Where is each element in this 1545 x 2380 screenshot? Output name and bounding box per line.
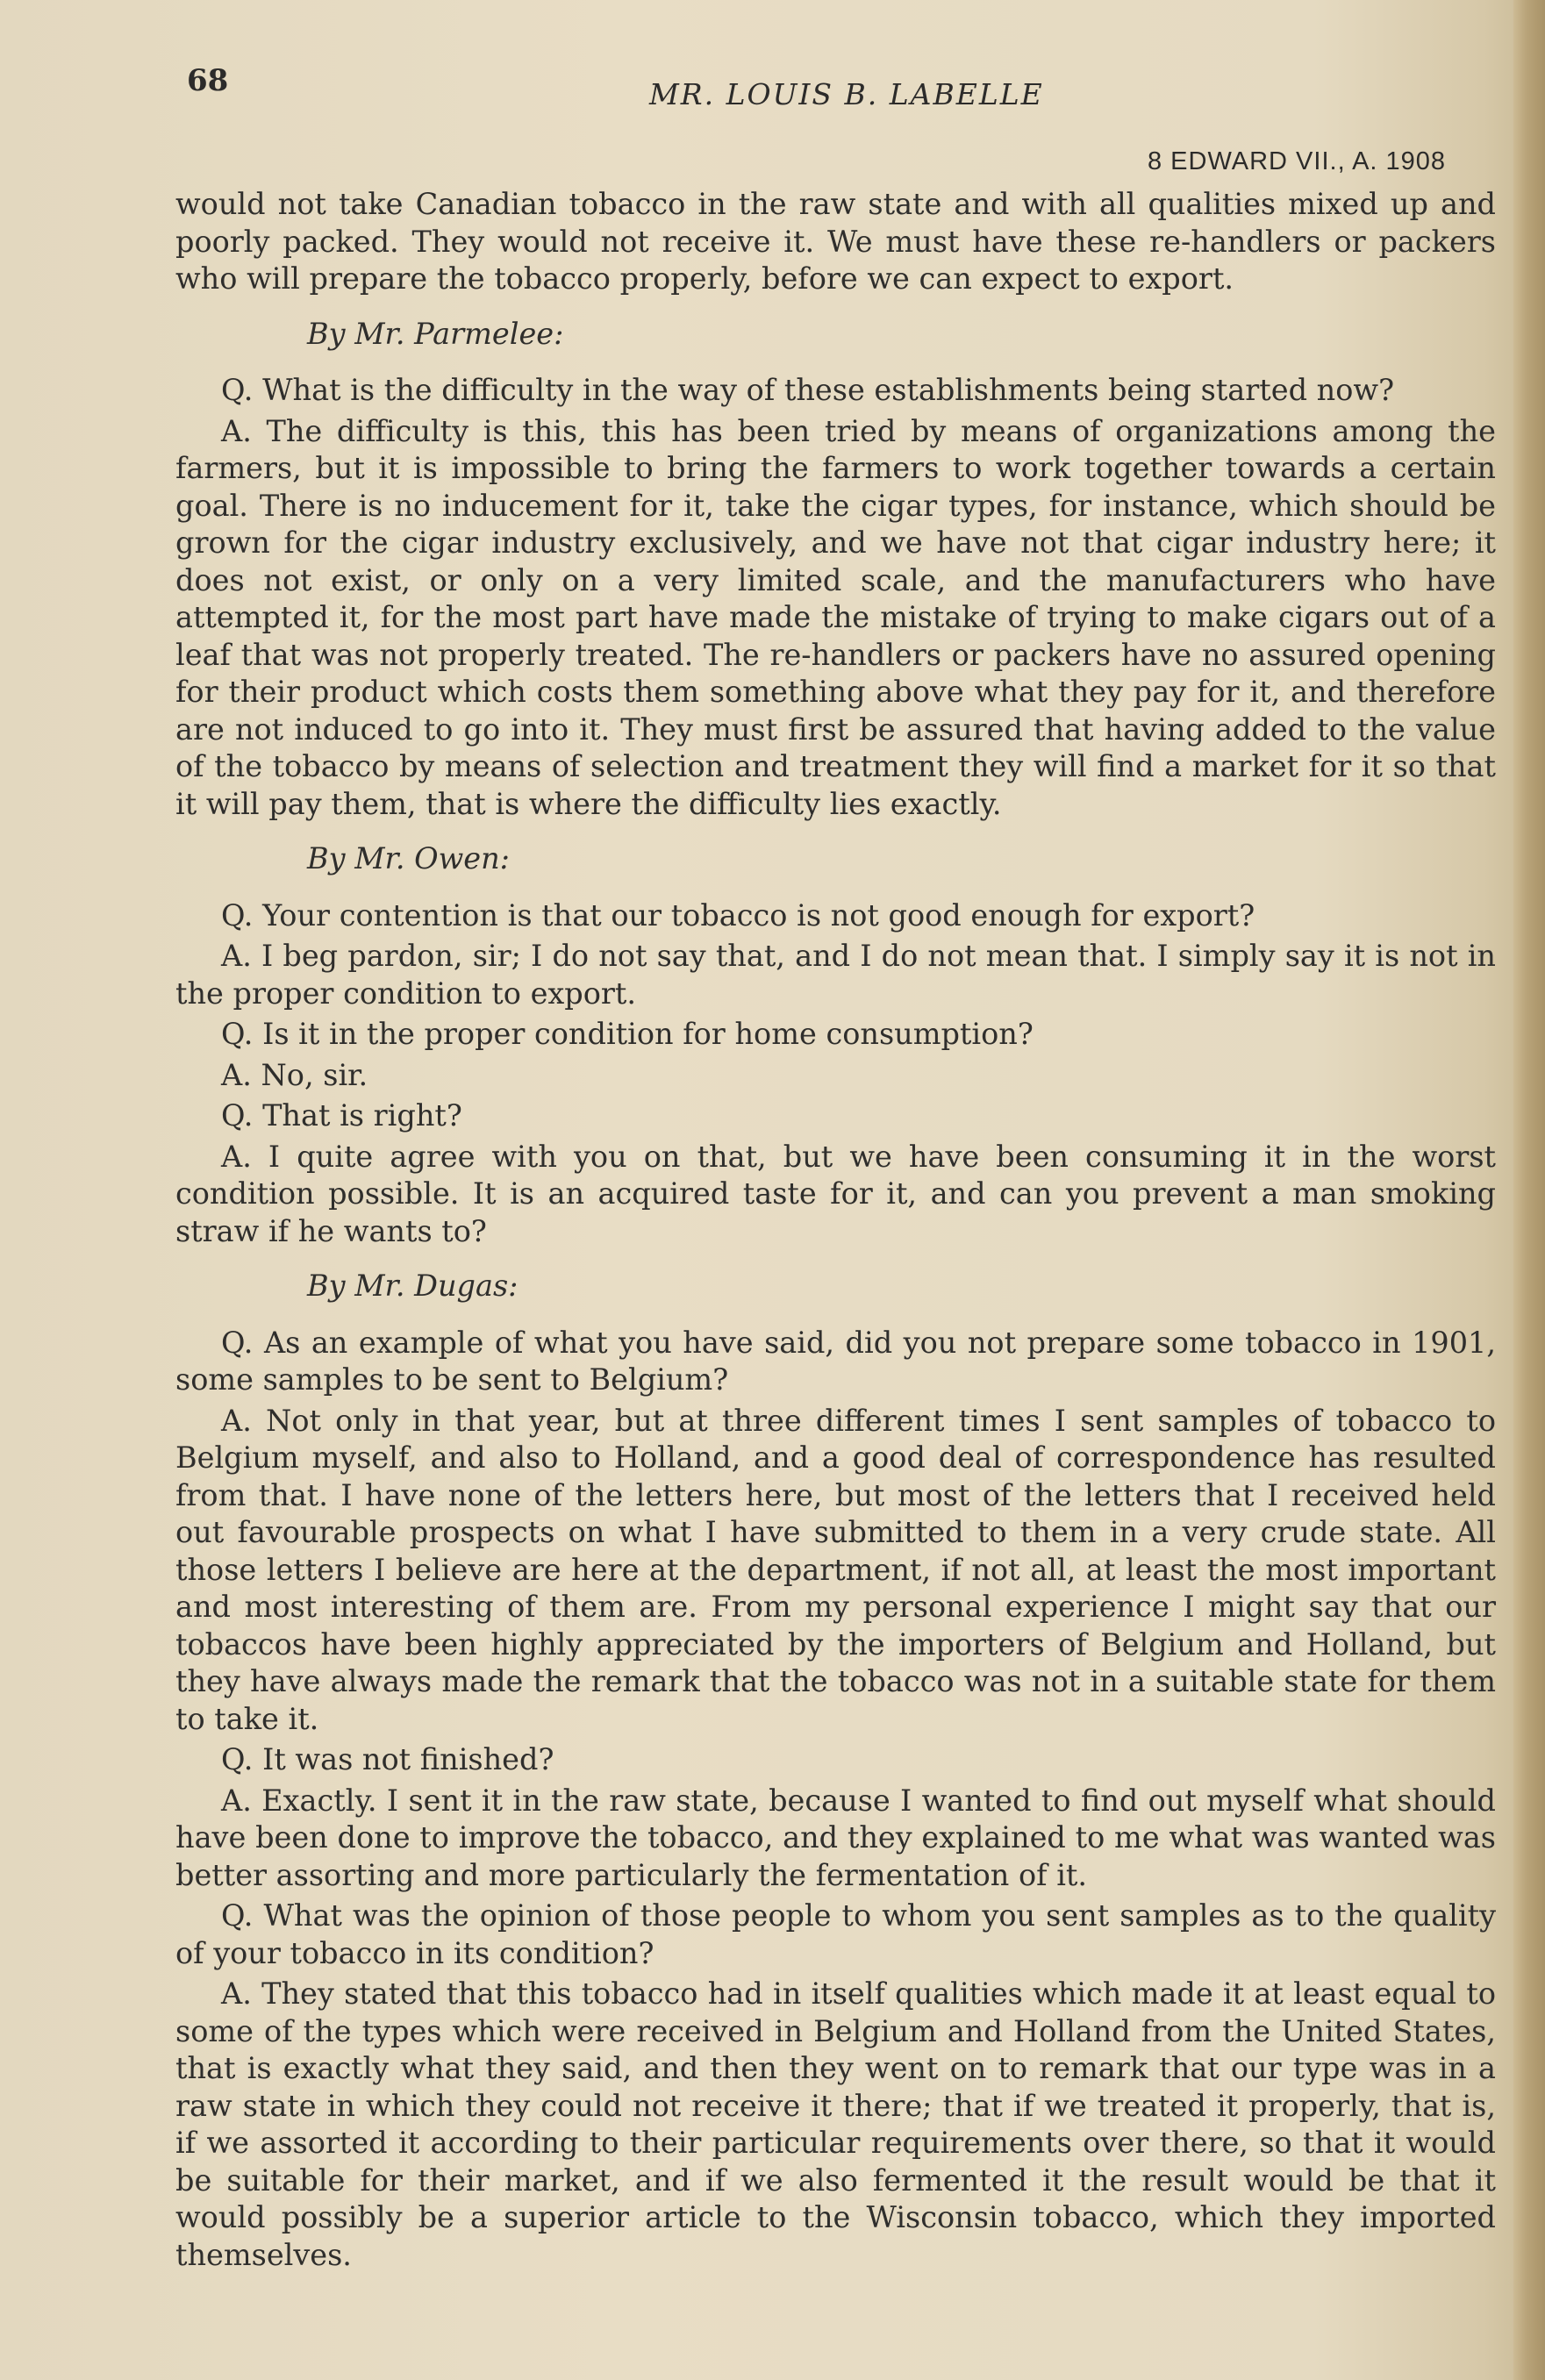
answer: A. I beg pardon, sir; I do not say that, and I do not mean that. I simply say it is not in the proper condition to export. [175, 939, 1496, 1011]
question: Q. That is right? [221, 1098, 462, 1133]
question: Q. As an example of what you have said, did you not prepare some tobacco in 1901, some samples to be sent to Belgium? [175, 1325, 1496, 1397]
question: Q. Is it in the proper condition for home consumption? [221, 1017, 1034, 1051]
session-reference: 8 EDWARD VII., A. 1908 [1148, 147, 1447, 175]
question: Q. It was not finished? [221, 1742, 554, 1776]
page-header [0, 0, 1545, 175]
answer: A. The difficulty is this, this has been tried by means of organizations among the farmers, but it is impossible to bring the farmers to work together towards a certain goal. There is no inducement for it, take the cigar types, for instance, which should be grown for the cigar industry exclusively, and we have not that cigar industry here; it does not exist, or only on a very limited scale, and the manufacturers who have attempted it, for the most part have made the mistake of trying to make cigars out of a leaf that was not properly treated. The re-handlers or packers have no assured opening for their product which costs them something above what they pay for it, and therefore are not induced to go into it. They must first be assured that having added to the value of the tobacco by means of selection and treatment they will find a market for it so that it will pay them, that is where the difficulty lies exactly. [175, 413, 1496, 821]
question: Q. Your contention is that our tobacco is not good enough for export? [221, 897, 1255, 933]
examiner-heading: By Mr. Owen: [307, 841, 510, 876]
answer: A. No, sir. [221, 1057, 368, 1092]
answer: A. Exactly. I sent it in the raw state, because I wanted to find out myself what should have been done to improve the tobacco, and they explained to me what was wanted was better assorting and more particularly the fermentation of it. [175, 1783, 1496, 1892]
answer: A. Not only in that year, but at three different times I sent samples of tobacco to Belgium myself, and also to Holland, and a good deal of correspondence has resulted from that. I have none of the letters here, but most of the letters that I received held out favourable prospects on what I have submitted to them in a very crude state. All those letters I believe are here at the department, if not all, at least the most important and most interesting of them are. From my personal experience I might say that our tobaccos have been highly appreciated by the importers of Belgium and Holland, but they have always made the remark that the tobacco was not in a suitable state for them to take it. [175, 1403, 1496, 1736]
testimony-body [175, 186, 1496, 2277]
paragraph-continuation: would not take Canadian tobacco in the raw state and with all qualities mixed up and poorly packed. They would not receive it. We must have these re-handlers or packers who will prepare the tobacco properly, before we can expect to export. [175, 187, 1496, 296]
examiner-heading: By Mr. Parmelee: [307, 316, 564, 351]
page-number: 68 [187, 63, 229, 98]
question: Q. What was the opinion of those people to whom you sent samples as to the quality of your tobacco in its condition? [175, 1898, 1496, 1970]
answer: A. I quite agree with you on that, but we have been consuming it in the worst condition possible. It is an acquired taste for it, and can you prevent a man smoking straw if he wants to? [175, 1139, 1496, 1248]
running-title: MR. LOUIS B. LABELLE [649, 77, 1044, 111]
answer: A. They stated that this tobacco had in itself qualities which made it at least equal to some of the types which were received in Belgium and Holland from the United States, that is exactly what they said, and then they went on to remark that our type was in a raw state in which they could not receive it there; that if we treated it properly, that is, if we assorted it according to their particular requirements over there, so that it would be suitable for their market, and if we also fermented it the result would be that it would possibly be a superior article to the Wisconsin tobacco, which they imported themselves. [175, 1976, 1496, 2272]
question: Q. What is the difficulty in the way of these establishments being started now? [221, 373, 1395, 407]
page-binding-edge [1513, 0, 1545, 2380]
examiner-heading: By Mr. Dugas: [307, 1269, 519, 1303]
